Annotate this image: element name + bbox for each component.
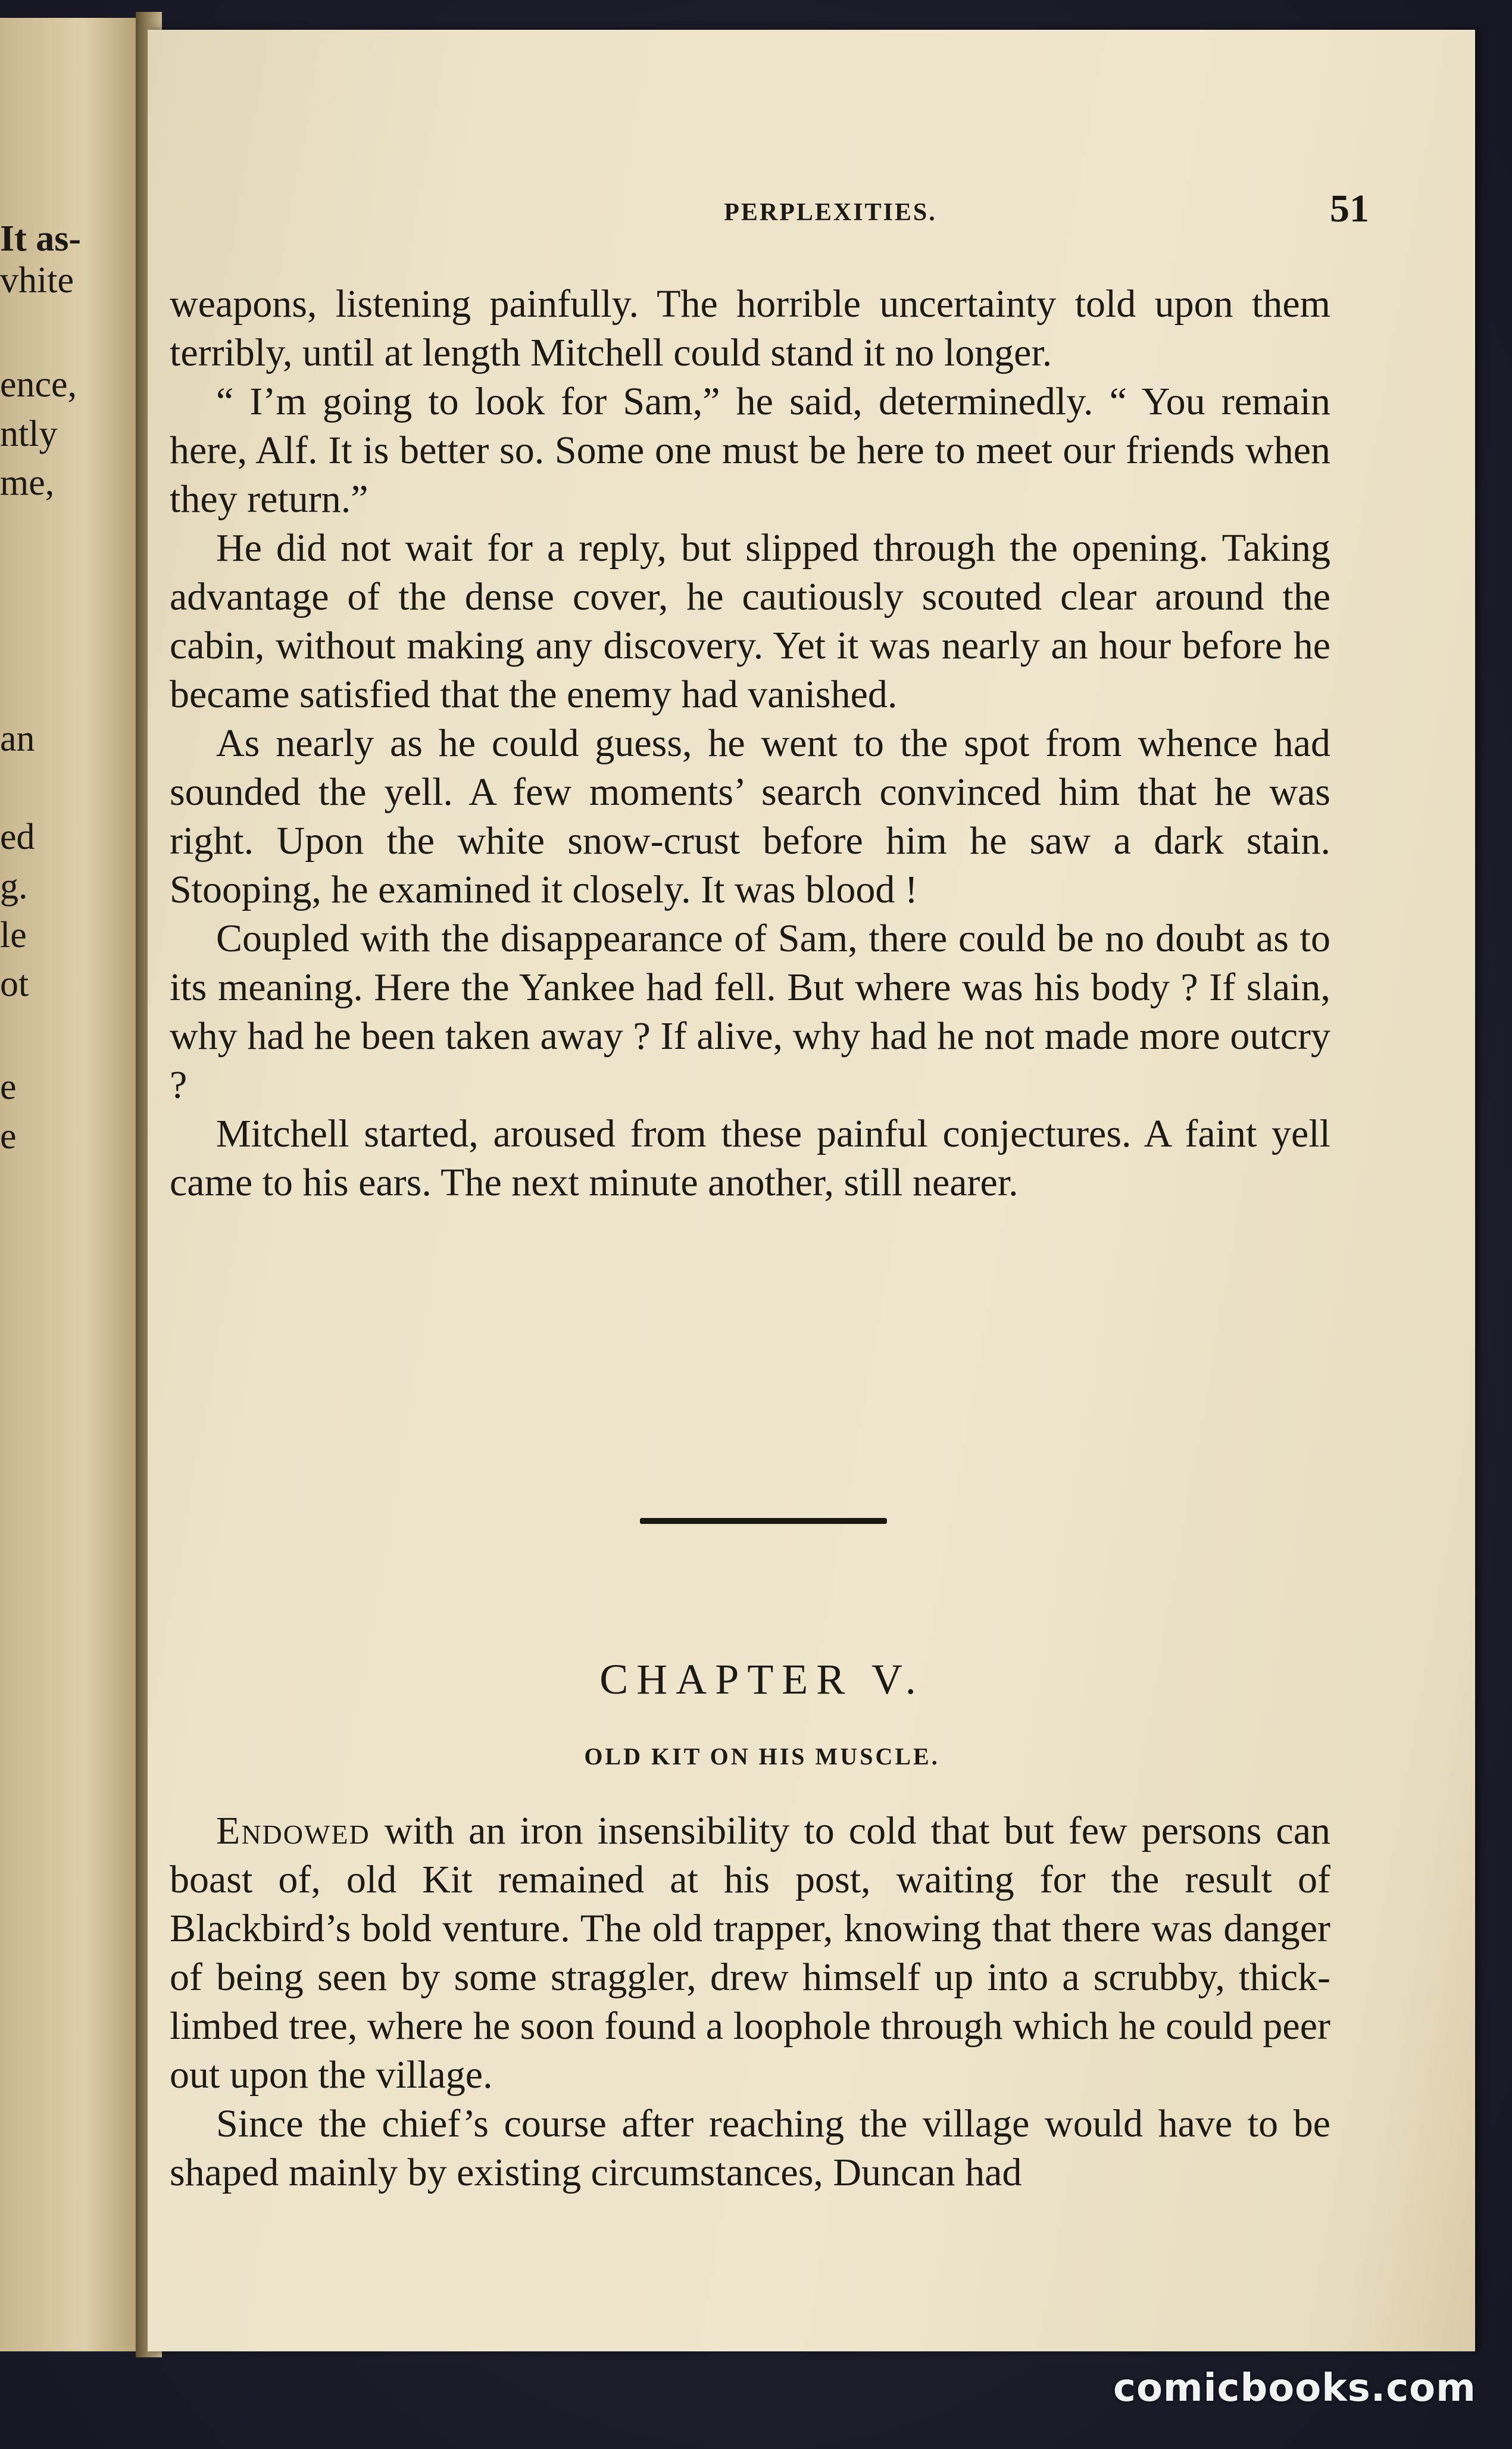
book-page (148, 30, 1475, 2351)
paragraph: weapons, listening painfully. The horrible uncertainty told upon them terribly, until at length Mitchell could stand it no longer. (170, 282, 1330, 374)
body-text-chapter (170, 1807, 1330, 2197)
previous-page-edge (0, 18, 152, 2351)
left-page-fragment: ed (0, 817, 35, 857)
body-text-top (170, 280, 1330, 1207)
running-head (167, 170, 1494, 230)
left-page-fragment: le (0, 915, 27, 955)
left-page-fragment: e (0, 1067, 17, 1107)
paragraph (170, 1807, 1330, 2100)
left-page-fragment: e (0, 1116, 17, 1157)
page-number: 51 (1330, 187, 1369, 230)
left-page-fragment: vhite (0, 260, 74, 301)
drop-lead-word: Endowed (216, 1809, 370, 1853)
left-page-fragment: ence, (0, 364, 77, 405)
left-page-fragment: ot (0, 964, 29, 1004)
left-page-fragment: It as- (0, 218, 82, 259)
running-title: PERPLEXITIES. (724, 199, 937, 226)
paragraph: As nearly as he could guess, he went to the spot from whence had sounded the yell. A few moments’ search convinced him that he was right. Upon the white snow-crust before him he saw a dark stain. Stooping, he examined it closely. It was blood ! (170, 721, 1330, 911)
paragraph: Coupled with the disappearance of Sam, there could be no doubt as to its meaning. Here the Yankee had fell. But where was his body ? If slain, why had he been taken away ? If alive, why had he not made more outcry ? (170, 917, 1330, 1107)
watermark: comicbooks.com (1113, 2366, 1476, 2410)
paragraph: Mitchell started, aroused from these painful conjectures. A faint yell came to his ears. The next minute another, still nearer. (170, 1112, 1330, 1204)
left-page-fragment: an (0, 719, 35, 759)
paragraph: Since the chief’s course after reaching the village would have to be shaped mainly by existing circumstances, Duncan had (170, 2102, 1330, 2194)
section-divider-rule (640, 1518, 887, 1524)
chapter-subtitle: OLD KIT ON HIS MUSCLE. (584, 1743, 940, 1770)
left-page-fragment: me, (0, 463, 55, 503)
page-content (167, 30, 1494, 2351)
paragraph: He did not wait for a reply, but slipped through the opening. Taking advantage of the dense cover, he cautiously scouted clear around the cabin, without making any discovery. Yet it was nearly an hour before he became satisfied that the enemy had vanished. (170, 526, 1330, 716)
left-page-fragment: ntly (0, 414, 58, 454)
paragraph-text: with an iron insensibility to cold that but few persons can boast of, old Kit remained at his post, waiting for the result of Blackbird’s bold venture. The old trapper, knowing that there was danger of being seen by some straggler, drew himself up into a scrubby, thick-limbed tree, where he soon found a loophole through which he could peer out upon the village. (170, 1809, 1330, 2097)
paragraph: “ I’m going to look for Sam,” he said, determinedly. “ You remain here, Alf. It is better so. Some one must be here to meet our friends when they return.” (170, 380, 1330, 521)
left-page-fragment: g. (0, 866, 28, 907)
chapter-heading: CHAPTER V. (599, 1655, 924, 1703)
